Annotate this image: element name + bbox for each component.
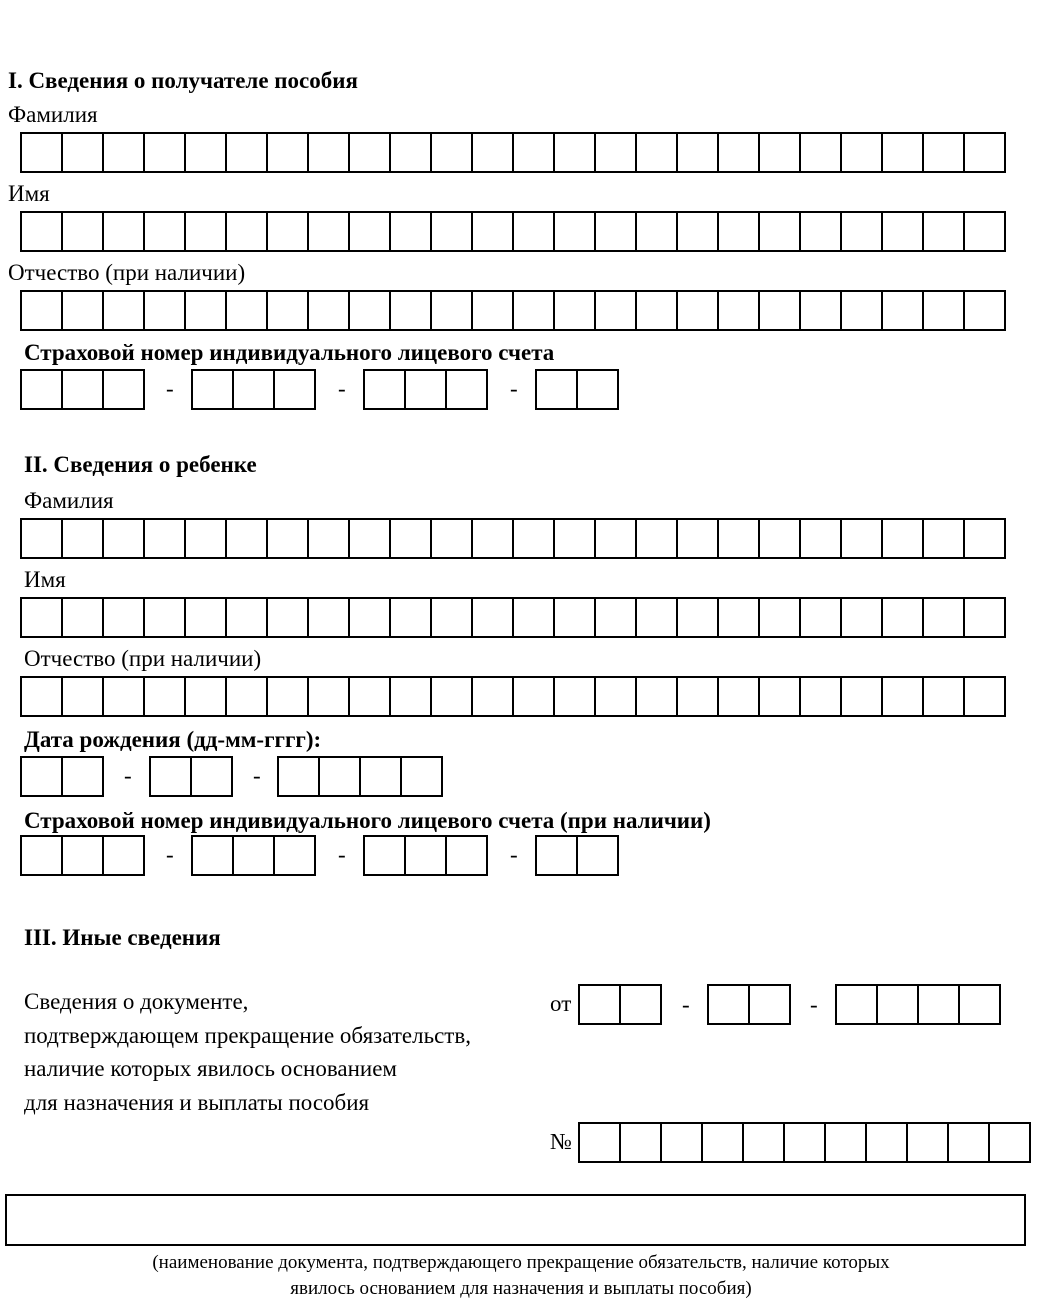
char-cell[interactable] — [143, 132, 186, 173]
char-cell[interactable] — [512, 518, 555, 559]
char-cell[interactable] — [906, 1122, 949, 1163]
char-cell[interactable] — [922, 211, 965, 252]
recipient-snils-part4[interactable] — [535, 369, 619, 410]
char-cell[interactable] — [348, 290, 391, 331]
char-cell[interactable] — [512, 211, 555, 252]
char-cell[interactable] — [61, 756, 104, 797]
char-cell[interactable] — [430, 518, 473, 559]
char-cell[interactable] — [876, 984, 919, 1025]
char-cell[interactable] — [61, 211, 104, 252]
char-cell[interactable] — [881, 211, 924, 252]
doc-number-label: № — [550, 1129, 572, 1154]
char-cell[interactable] — [958, 984, 1001, 1025]
char-cell[interactable] — [512, 676, 555, 717]
char-cell[interactable] — [578, 1122, 621, 1163]
char-cell[interactable] — [799, 211, 842, 252]
char-cell[interactable] — [881, 597, 924, 638]
char-cell[interactable] — [471, 211, 514, 252]
char-cell[interactable] — [635, 132, 678, 173]
char-cell[interactable] — [61, 676, 104, 717]
char-cell[interactable] — [225, 518, 268, 559]
char-cell[interactable] — [947, 1122, 990, 1163]
char-cell[interactable] — [758, 597, 801, 638]
separator: - — [253, 763, 261, 788]
char-cell[interactable] — [576, 369, 619, 410]
char-cell[interactable] — [348, 676, 391, 717]
char-cell[interactable] — [307, 132, 350, 173]
section2-title: II. Сведения о ребенке — [24, 452, 257, 477]
char-cell[interactable] — [783, 1122, 826, 1163]
char-cell[interactable] — [61, 369, 104, 410]
recipient-patronymic-label: Отчество (при наличии) — [8, 260, 246, 285]
char-cell[interactable] — [318, 756, 361, 797]
char-cell[interactable] — [225, 211, 268, 252]
char-cell[interactable] — [430, 597, 473, 638]
char-cell[interactable] — [553, 132, 596, 173]
char-cell[interactable] — [61, 597, 104, 638]
char-cell[interactable] — [594, 211, 637, 252]
char-cell[interactable] — [389, 676, 432, 717]
child-snils-part1[interactable] — [20, 835, 145, 876]
char-cell[interactable] — [445, 369, 488, 410]
char-cell[interactable] — [61, 290, 104, 331]
char-cell[interactable] — [102, 518, 145, 559]
char-cell[interactable] — [717, 132, 760, 173]
char-cell[interactable] — [359, 756, 402, 797]
char-cell[interactable] — [273, 369, 316, 410]
char-cell[interactable] — [865, 1122, 908, 1163]
char-cell[interactable] — [102, 597, 145, 638]
char-cell[interactable] — [553, 518, 596, 559]
char-cell[interactable] — [348, 211, 391, 252]
char-cell[interactable] — [660, 1122, 703, 1163]
char-cell[interactable] — [701, 1122, 744, 1163]
char-cell[interactable] — [20, 835, 63, 876]
recipient-surname-label: Фамилия — [8, 102, 98, 127]
char-cell[interactable] — [799, 132, 842, 173]
doc-date-day[interactable] — [578, 984, 662, 1025]
char-cell[interactable] — [266, 290, 309, 331]
char-cell[interactable] — [61, 132, 104, 173]
char-cell[interactable] — [266, 518, 309, 559]
separator: - — [166, 376, 174, 401]
char-cell[interactable] — [635, 518, 678, 559]
char-cell[interactable] — [143, 211, 186, 252]
separator: - — [682, 992, 690, 1017]
char-cell[interactable] — [191, 369, 234, 410]
char-cell[interactable] — [143, 597, 186, 638]
child-snils-part2[interactable] — [191, 835, 316, 876]
char-cell[interactable] — [20, 756, 63, 797]
char-cell[interactable] — [758, 518, 801, 559]
char-cell[interactable] — [184, 211, 227, 252]
char-cell[interactable] — [348, 518, 391, 559]
char-cell[interactable] — [676, 290, 719, 331]
recipient-name-field[interactable] — [20, 211, 1006, 252]
char-cell[interactable] — [881, 676, 924, 717]
doc-name-caption: явилось основанием для назначения и выплаты пособия) — [290, 1278, 752, 1299]
doc-info-line: для назначения и выплаты пособия — [24, 1090, 370, 1115]
char-cell[interactable] — [594, 518, 637, 559]
separator: - — [338, 842, 346, 867]
char-cell[interactable] — [471, 597, 514, 638]
char-cell[interactable] — [922, 132, 965, 173]
separator: - — [166, 842, 174, 867]
child-birthdate-label: Дата рождения (дд-мм-гггг): — [24, 727, 322, 752]
doc-info-line: наличие которых явилось основанием — [24, 1056, 397, 1081]
char-cell[interactable] — [102, 132, 145, 173]
separator: - — [338, 376, 346, 401]
char-cell[interactable] — [576, 835, 619, 876]
char-cell[interactable] — [471, 132, 514, 173]
char-cell[interactable] — [20, 290, 63, 331]
char-cell[interactable] — [20, 369, 63, 410]
char-cell[interactable] — [578, 984, 621, 1025]
char-cell[interactable] — [143, 518, 186, 559]
char-cell[interactable] — [840, 211, 883, 252]
char-cell[interactable] — [594, 597, 637, 638]
char-cell[interactable] — [963, 518, 1006, 559]
char-cell[interactable] — [748, 984, 791, 1025]
separator: - — [510, 376, 518, 401]
recipient-snils-part2[interactable] — [191, 369, 316, 410]
char-cell[interactable] — [881, 290, 924, 331]
char-cell[interactable] — [143, 290, 186, 331]
char-cell[interactable] — [348, 132, 391, 173]
char-cell[interactable] — [635, 597, 678, 638]
char-cell[interactable] — [881, 518, 924, 559]
char-cell[interactable] — [553, 597, 596, 638]
char-cell[interactable] — [963, 597, 1006, 638]
char-cell[interactable] — [824, 1122, 867, 1163]
child-snils-label: Страховой номер индивидуального лицевого счета (при наличии) — [24, 808, 711, 833]
char-cell[interactable] — [717, 290, 760, 331]
child-surname-field[interactable] — [20, 518, 1006, 559]
char-cell[interactable] — [742, 1122, 785, 1163]
char-cell[interactable] — [553, 676, 596, 717]
doc-number-field[interactable] — [578, 1122, 1031, 1163]
doc-date-month[interactable] — [707, 984, 791, 1025]
char-cell[interactable] — [594, 290, 637, 331]
char-cell[interactable] — [348, 597, 391, 638]
char-cell[interactable] — [61, 835, 104, 876]
child-patronymic-field[interactable] — [20, 676, 1006, 717]
section3-title: III. Иные сведения — [24, 925, 221, 950]
char-cell[interactable] — [445, 835, 488, 876]
char-cell[interactable] — [266, 132, 309, 173]
recipient-snils-part1[interactable] — [20, 369, 145, 410]
char-cell[interactable] — [363, 369, 406, 410]
recipient-snils-label: Страховой номер индивидуального лицевого счета — [24, 340, 555, 365]
char-cell[interactable] — [389, 518, 432, 559]
char-cell[interactable] — [922, 597, 965, 638]
doc-info-line: Сведения о документе, — [24, 989, 249, 1014]
char-cell[interactable] — [635, 211, 678, 252]
char-cell[interactable] — [840, 597, 883, 638]
char-cell[interactable] — [273, 835, 316, 876]
char-cell[interactable] — [758, 132, 801, 173]
recipient-surname-field[interactable] — [20, 132, 1006, 173]
char-cell[interactable] — [430, 676, 473, 717]
char-cell[interactable] — [363, 835, 406, 876]
doc-name-caption: (наименование документа, подтверждающего прекращение обязательств, наличие которых — [152, 1252, 890, 1273]
char-cell[interactable] — [20, 211, 63, 252]
char-cell[interactable] — [676, 132, 719, 173]
char-cell[interactable] — [266, 597, 309, 638]
char-cell[interactable] — [676, 518, 719, 559]
char-cell[interactable] — [266, 676, 309, 717]
char-cell[interactable] — [471, 518, 514, 559]
char-cell[interactable] — [404, 369, 447, 410]
char-cell[interactable] — [400, 756, 443, 797]
char-cell[interactable] — [840, 290, 883, 331]
char-cell[interactable] — [232, 369, 275, 410]
char-cell[interactable] — [512, 597, 555, 638]
char-cell[interactable] — [232, 835, 275, 876]
char-cell[interactable] — [20, 676, 63, 717]
char-cell[interactable] — [676, 211, 719, 252]
char-cell[interactable] — [717, 597, 760, 638]
char-cell[interactable] — [266, 211, 309, 252]
char-cell[interactable] — [20, 132, 63, 173]
char-cell[interactable] — [635, 290, 678, 331]
char-cell[interactable] — [149, 756, 192, 797]
char-cell[interactable] — [277, 756, 320, 797]
char-cell[interactable] — [988, 1122, 1031, 1163]
child-birthdate-day[interactable] — [20, 756, 104, 797]
char-cell[interactable] — [143, 676, 186, 717]
char-cell[interactable] — [191, 835, 234, 876]
char-cell[interactable] — [963, 676, 1006, 717]
char-cell[interactable] — [190, 756, 233, 797]
char-cell[interactable] — [471, 676, 514, 717]
char-cell[interactable] — [102, 290, 145, 331]
char-cell[interactable] — [963, 290, 1006, 331]
char-cell[interactable] — [758, 211, 801, 252]
char-cell[interactable] — [840, 518, 883, 559]
char-cell[interactable] — [184, 676, 227, 717]
char-cell[interactable] — [676, 676, 719, 717]
char-cell[interactable] — [707, 984, 750, 1025]
char-cell[interactable] — [307, 518, 350, 559]
char-cell[interactable] — [594, 132, 637, 173]
char-cell[interactable] — [430, 211, 473, 252]
char-cell[interactable] — [184, 518, 227, 559]
char-cell[interactable] — [717, 676, 760, 717]
doc-info-line: подтверждающем прекращение обязательств, — [24, 1023, 471, 1048]
recipient-patronymic-field[interactable] — [20, 290, 1006, 331]
char-cell[interactable] — [840, 132, 883, 173]
char-cell[interactable] — [430, 290, 473, 331]
char-cell[interactable] — [225, 676, 268, 717]
child-surname-label: Фамилия — [24, 488, 114, 513]
char-cell[interactable] — [184, 597, 227, 638]
char-cell[interactable] — [512, 132, 555, 173]
char-cell[interactable] — [389, 597, 432, 638]
char-cell[interactable] — [922, 518, 965, 559]
char-cell[interactable] — [102, 835, 145, 876]
char-cell[interactable] — [307, 211, 350, 252]
char-cell[interactable] — [20, 518, 63, 559]
char-cell[interactable] — [922, 676, 965, 717]
char-cell[interactable] — [799, 676, 842, 717]
char-cell[interactable] — [535, 835, 578, 876]
char-cell[interactable] — [717, 211, 760, 252]
char-cell[interactable] — [799, 518, 842, 559]
separator: - — [124, 763, 132, 788]
char-cell[interactable] — [430, 132, 473, 173]
char-cell[interactable] — [835, 984, 878, 1025]
char-cell[interactable] — [758, 676, 801, 717]
char-cell[interactable] — [619, 1122, 662, 1163]
char-cell[interactable] — [389, 290, 432, 331]
char-cell[interactable] — [225, 290, 268, 331]
char-cell[interactable] — [512, 290, 555, 331]
char-cell[interactable] — [758, 290, 801, 331]
char-cell[interactable] — [799, 290, 842, 331]
doc-name-field[interactable] — [5, 1194, 1026, 1246]
char-cell[interactable] — [553, 211, 596, 252]
doc-date-year[interactable] — [835, 984, 1001, 1025]
doc-date-from-label: от — [550, 991, 572, 1016]
char-cell[interactable] — [553, 290, 596, 331]
child-patronymic-label: Отчество (при наличии) — [24, 646, 262, 671]
char-cell[interactable] — [840, 676, 883, 717]
child-name-field[interactable] — [20, 597, 1006, 638]
child-snils-part3[interactable] — [363, 835, 488, 876]
char-cell[interactable] — [471, 290, 514, 331]
char-cell[interactable] — [635, 676, 678, 717]
char-cell[interactable] — [676, 597, 719, 638]
char-cell[interactable] — [963, 132, 1006, 173]
char-cell[interactable] — [225, 597, 268, 638]
child-birthdate-month[interactable] — [149, 756, 233, 797]
char-cell[interactable] — [799, 597, 842, 638]
char-cell[interactable] — [594, 676, 637, 717]
separator: - — [810, 992, 818, 1017]
char-cell[interactable] — [102, 369, 145, 410]
char-cell[interactable] — [881, 132, 924, 173]
section1-title: I. Сведения о получателе пособия — [8, 68, 358, 93]
char-cell[interactable] — [717, 518, 760, 559]
recipient-name-label: Имя — [8, 181, 50, 206]
child-birthdate-year[interactable] — [277, 756, 443, 797]
child-snils-part4[interactable] — [535, 835, 619, 876]
char-cell[interactable] — [20, 597, 63, 638]
char-cell[interactable] — [225, 132, 268, 173]
char-cell[interactable] — [102, 676, 145, 717]
recipient-snils-part3[interactable] — [363, 369, 488, 410]
char-cell[interactable] — [922, 290, 965, 331]
char-cell[interactable] — [389, 132, 432, 173]
char-cell[interactable] — [404, 835, 447, 876]
char-cell[interactable] — [389, 211, 432, 252]
separator: - — [510, 842, 518, 867]
char-cell[interactable] — [963, 211, 1006, 252]
char-cell[interactable] — [619, 984, 662, 1025]
char-cell[interactable] — [184, 132, 227, 173]
char-cell[interactable] — [307, 676, 350, 717]
char-cell[interactable] — [102, 211, 145, 252]
char-cell[interactable] — [535, 369, 578, 410]
char-cell[interactable] — [917, 984, 960, 1025]
char-cell[interactable] — [307, 290, 350, 331]
char-cell[interactable] — [61, 518, 104, 559]
child-name-label: Имя — [24, 567, 66, 592]
char-cell[interactable] — [184, 290, 227, 331]
char-cell[interactable] — [307, 597, 350, 638]
